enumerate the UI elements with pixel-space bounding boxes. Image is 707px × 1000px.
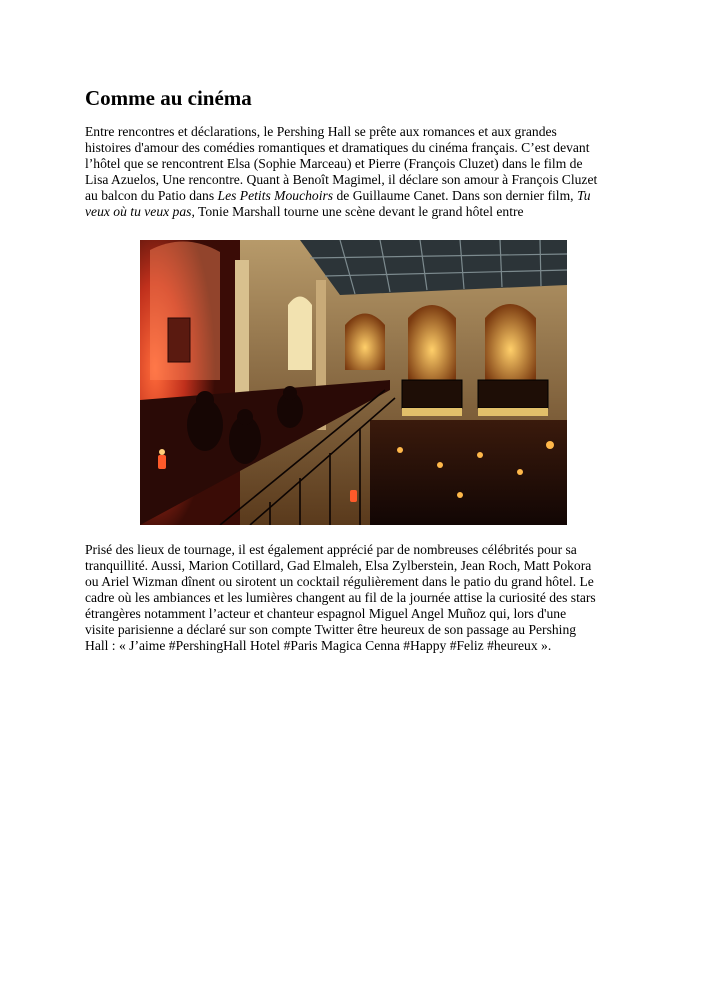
text-line: cadre où les ambiances et les lumières changent au fil de la journée attise la curiosité des stars	[85, 590, 596, 605]
text-line	[85, 204, 640, 220]
film-title-italic: Les Petits Mouchoirs	[217, 188, 334, 203]
text-line: étrangères notamment l’acteur et chanteur espagnol Miguel Angel Muñoz qui, lors d'une	[85, 606, 567, 621]
text-line: tranquillité. Aussi, Marion Cotillard, Gad Elmaleh, Elsa Zylberstein, Jean Roch, Matt Pokora	[85, 558, 592, 573]
text-line: histoires d'amour des comédies romantiques et dramatiques du cinéma français. C’est devant	[85, 140, 590, 155]
wall-painting	[168, 318, 190, 362]
text-line: Prisé des lieux de tournage, il est également apprécié par de nombreuses célébrités pour sa	[85, 542, 577, 557]
patio-floor	[370, 420, 567, 525]
glass-roof	[300, 240, 567, 295]
text-line: ou Ariel Wizman dînent ou sirotent un cocktail régulièrement dans le patio du grand hôtel. Le	[85, 574, 594, 589]
text-line: Entre rencontres et déclarations, le Pershing Hall se prête aux romances et aux grandes	[85, 124, 557, 139]
text-line: l’hôtel que se rencontrent Elsa (Sophie Marceau) et Pierre (François Cluzet) dans le film de	[85, 156, 583, 171]
text-run: au balcon du Patio dans	[85, 188, 218, 203]
text-run: Tonie Marshall tourne une scène devant le grand hôtel entre	[194, 204, 524, 219]
page-title: Comme au cinéma	[85, 86, 252, 110]
patio-photo	[140, 240, 567, 525]
paragraph-celebrities	[85, 542, 640, 654]
text-run: de Guillaume Canet. Dans son dernier film,	[333, 188, 577, 203]
text-line	[85, 188, 640, 204]
text-line: Hall : « J’aime #PershingHall Hotel #Paris Magica Cenna #Happy #Feliz #heureux ».	[85, 638, 552, 653]
text-line: visite parisienne a déclaré sur son compte Twitter être heureux de son passage au Pershing	[85, 622, 577, 637]
text-line: Lisa Azuelos, Une rencontre. Quant à Benoît Magimel, il déclare son amour à François Cluzet	[85, 172, 598, 187]
film-title-italic: Tu	[576, 188, 591, 203]
film-title-italic: veux où tu veux pas,	[85, 204, 195, 219]
paragraph-intro	[85, 124, 640, 220]
